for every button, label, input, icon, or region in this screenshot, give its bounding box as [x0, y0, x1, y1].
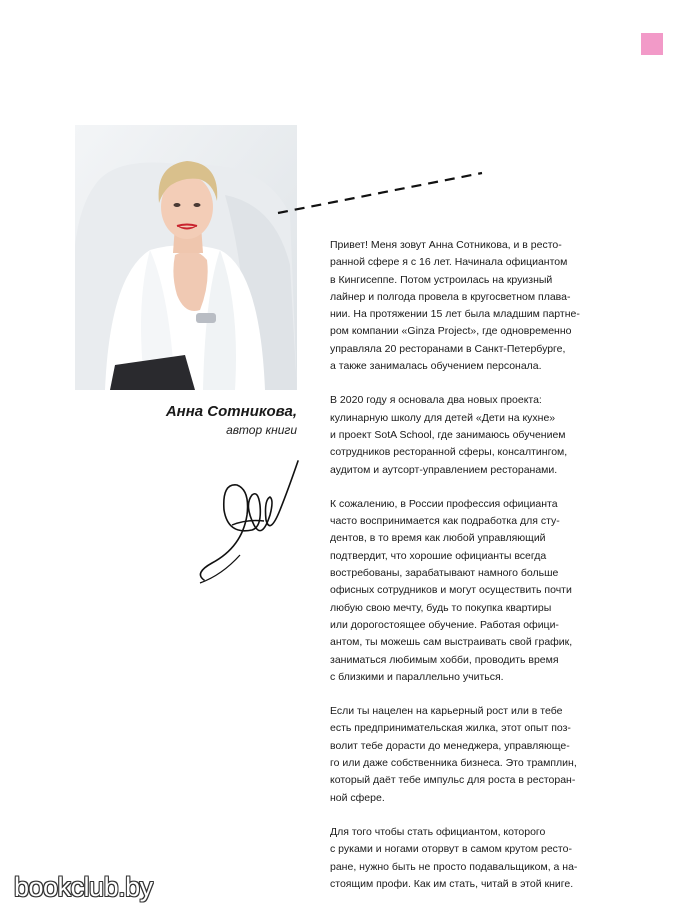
- text-line: сотрудников ресторанной сферы, консалтингом,: [330, 446, 568, 459]
- text-line: Если ты нацелен на карьерный рост или в тебе: [330, 705, 563, 718]
- text-line: востребованы, зарабатывают намного больше: [330, 567, 559, 580]
- paragraph: [330, 703, 620, 807]
- text-line: управляла 20 ресторанами в Санкт-Петербурге,: [330, 342, 566, 355]
- text-line: Привет! Меня зовут Анна Сотникова, и в ресто-: [330, 239, 562, 251]
- text-line: заниматься любимым хобби, проводить время: [330, 653, 559, 666]
- paragraph: [330, 824, 620, 893]
- text-line: ране, нужно быть не просто подавальщиком, а на-: [330, 860, 578, 873]
- author-signature: [192, 455, 312, 590]
- text-line: нии. На протяжении 15 лет была младшим партне-: [330, 308, 580, 321]
- author-name: Анна Сотникова,: [165, 403, 297, 420]
- text-line: кулинарную школу для детей «Дети на кухне»: [330, 411, 556, 424]
- text-line: дентов, в то время как любой управляющий: [330, 532, 546, 545]
- pink-corner-marker: [641, 33, 663, 55]
- text-line: и проект SotA School, где занимаюсь обучением: [330, 428, 566, 441]
- text-line: ной сфере.: [330, 791, 385, 804]
- watermark: bookclub.by: [14, 872, 153, 902]
- text-line: подтвердит, что хорошие официанты всегда: [330, 549, 547, 562]
- body-text: [330, 237, 620, 910]
- text-line: часто воспринимается как подработка для сту-: [330, 515, 560, 528]
- text-line: с руками и ногами оторвут в самом крутом ресто-: [330, 843, 572, 856]
- text-line: есть предпринимательская жилка, этот опыт поз-: [330, 722, 571, 735]
- paragraph: [330, 392, 620, 478]
- paragraph: [330, 237, 620, 375]
- text-line: офисных сотрудников и могут осуществить почти: [330, 584, 572, 597]
- text-line: В 2020 году я основала два новых проекта:: [330, 394, 542, 407]
- text-line: ранной сфере я с 16 лет. Начинала официантом: [330, 256, 568, 269]
- text-line: стоящим профи. Как им стать, читай в этой книге.: [330, 877, 574, 890]
- text-line: К сожалению, в России профессия официанта: [330, 497, 558, 510]
- text-line: го или даже собственника бизнеса. Это трамплин,: [330, 757, 577, 770]
- text-line: ром компании «Ginza Project», где одновременно: [330, 325, 572, 338]
- text-line: аудитом и аутсорт-управлением ресторанами.: [330, 463, 558, 476]
- author-photo: [75, 125, 297, 390]
- text-line: с близкими и параллельно учиться.: [330, 670, 504, 683]
- text-line: любую свою мечту, будь то покупка квартиры: [330, 601, 552, 614]
- text-line: лайнер и полгода провела в кругосветном плава-: [330, 290, 571, 303]
- text-line: Для того чтобы стать официантом, которого: [330, 825, 546, 838]
- text-line: или дорогостоящее обучение. Работая офици-: [330, 618, 559, 631]
- text-line: антом, ты можешь сам выстраивать свой график,: [330, 636, 573, 649]
- photo-caption: [120, 402, 297, 439]
- text-line: который даёт тебе импульс для роста в ресторан-: [330, 774, 576, 787]
- text-line: а также занималась обучением персонала.: [330, 360, 542, 373]
- paragraph: [330, 496, 620, 686]
- author-role: автор книги: [226, 423, 297, 437]
- text-line: волит тебе дорасти до менеджера, управляюще-: [330, 739, 570, 752]
- text-line: в Кингисеппе. Потом устроилась на круизный: [330, 273, 553, 286]
